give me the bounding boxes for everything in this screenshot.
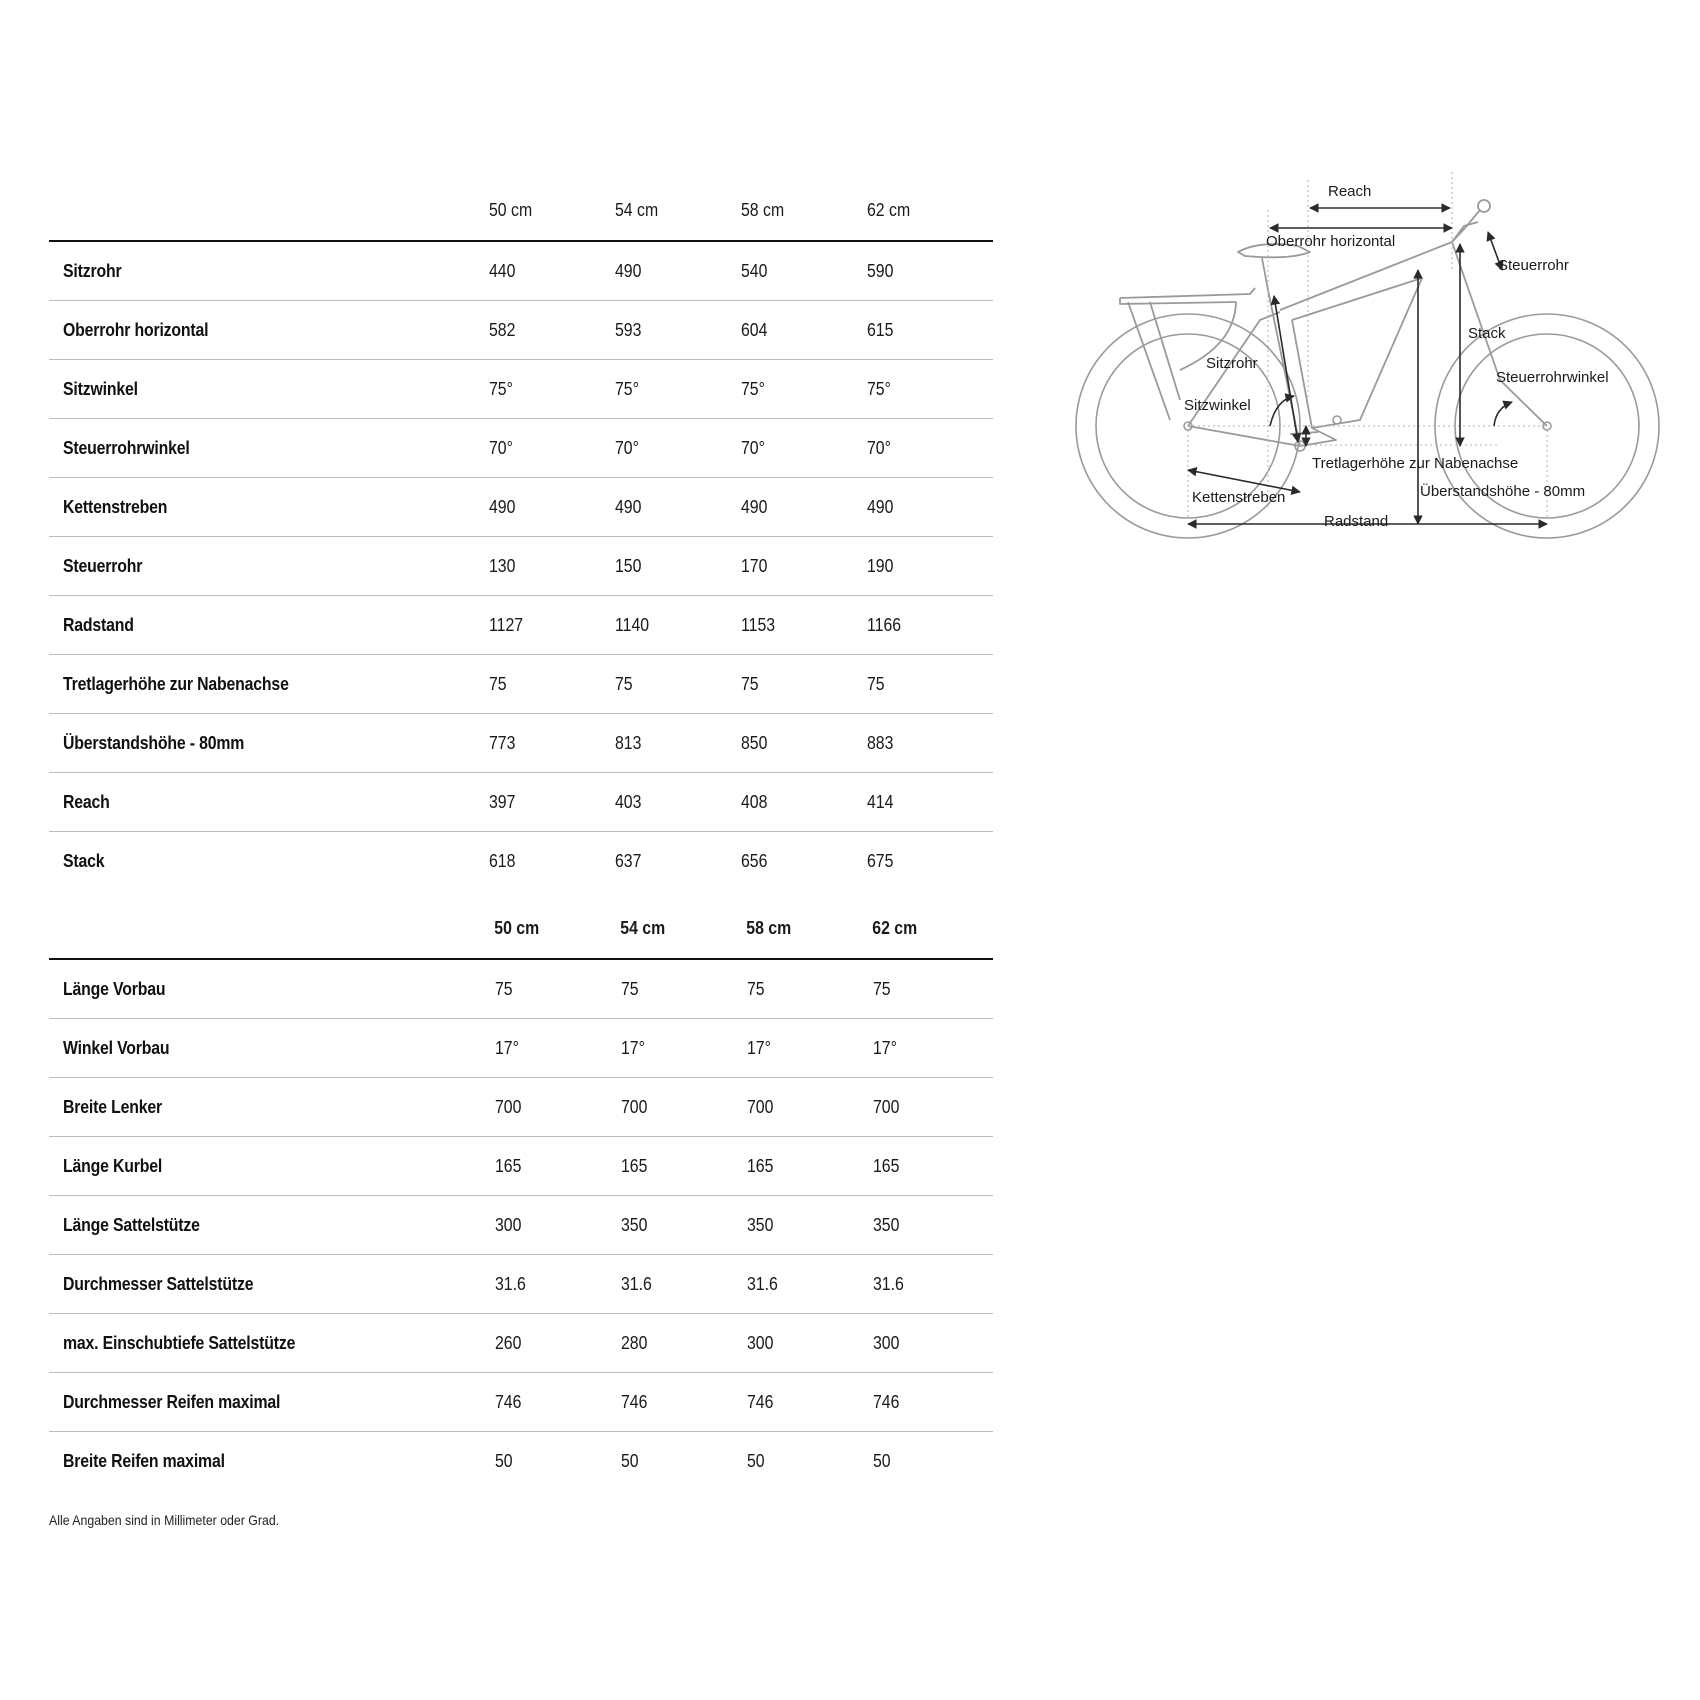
row-label (49, 773, 489, 832)
geometry-table-secondary (49, 898, 993, 1490)
header-size-58: 58 cm (741, 180, 852, 241)
row-label-text: Stack (63, 850, 105, 871)
row-value (741, 714, 867, 773)
row-value (489, 301, 615, 360)
row-value (867, 959, 993, 1019)
row-value (867, 241, 993, 301)
row-value-text: 700 (747, 1096, 774, 1117)
row-value-text: 350 (621, 1214, 648, 1235)
row-value (615, 360, 741, 419)
table-row (49, 1196, 993, 1255)
header-size-50: 50 cm (489, 180, 600, 241)
row-value-text: 414 (867, 791, 894, 812)
row-value (615, 419, 741, 478)
row-value (489, 714, 615, 773)
row-value (867, 1432, 993, 1491)
row-value-text: 773 (489, 732, 516, 753)
row-value-text: 397 (489, 791, 516, 812)
row-value-text: 883 (867, 732, 894, 753)
row-value-text: 350 (747, 1214, 774, 1235)
row-value-text: 31.6 (747, 1273, 778, 1294)
row-label (49, 1255, 489, 1314)
row-value-text: 75 (867, 673, 885, 694)
label-reach: Reach (1328, 183, 1372, 200)
row-value-text: 50 (621, 1450, 639, 1471)
table-row (49, 959, 993, 1019)
row-value-text: 50 (747, 1450, 765, 1471)
row-label (49, 1078, 489, 1137)
row-label (49, 959, 489, 1019)
row-value (489, 773, 615, 832)
row-value-text: 490 (867, 496, 894, 517)
row-label-text: Länge Sattelstütze (63, 1214, 200, 1235)
table-row (49, 1137, 993, 1196)
row-value (741, 478, 867, 537)
row-value-text: 190 (867, 555, 894, 576)
diagram-labels (1184, 183, 1609, 530)
row-label (49, 1432, 489, 1491)
row-value (741, 1196, 867, 1255)
row-value (867, 301, 993, 360)
label-stack: Stack (1468, 325, 1506, 342)
row-value (867, 1255, 993, 1314)
row-value (867, 1373, 993, 1432)
row-value (867, 773, 993, 832)
row-value-text: 75° (489, 378, 513, 399)
table-row (49, 1373, 993, 1432)
row-value (867, 1019, 993, 1078)
row-value-text: 656 (741, 850, 768, 871)
row-value (615, 959, 741, 1019)
table-row (49, 537, 993, 596)
row-value (615, 1137, 741, 1196)
header-label-cell (49, 898, 436, 959)
row-value (615, 832, 741, 891)
row-value-text: 700 (495, 1096, 522, 1117)
header-size-54: 54 cm (615, 180, 726, 241)
row-value-text: 31.6 (873, 1273, 904, 1294)
row-label-text: Überstandshöhe - 80mm (63, 732, 245, 753)
label-steuerrohrwinkel: Steuerrohrwinkel (1496, 369, 1609, 386)
row-value (615, 1019, 741, 1078)
row-label (49, 1196, 489, 1255)
row-value-text: 50 (873, 1450, 891, 1471)
label-oberrohr-horizontal: Oberrohr horizontal (1266, 233, 1396, 250)
row-value (741, 301, 867, 360)
row-value (615, 714, 741, 773)
row-label-text: Steuerrohrwinkel (63, 437, 190, 458)
row-value (489, 655, 615, 714)
header-size-54: 54 cm (615, 898, 726, 959)
row-value-text: 813 (615, 732, 642, 753)
row-label (49, 419, 489, 478)
row-value-text: 850 (741, 732, 768, 753)
row-label (49, 301, 489, 360)
units-footnote-text: Alle Angaben sind in Millimeter oder Grad. (49, 1512, 280, 1528)
row-label-text: Oberrohr horizontal (63, 319, 209, 340)
row-value-text: 490 (489, 496, 516, 517)
row-value (489, 419, 615, 478)
row-label (49, 1019, 489, 1078)
row-value (615, 241, 741, 301)
row-value (867, 832, 993, 891)
row-value (615, 301, 741, 360)
table-row (49, 360, 993, 419)
row-value-text: 490 (615, 260, 642, 281)
label-kettenstreben: Kettenstreben (1192, 489, 1286, 506)
row-value (741, 959, 867, 1019)
row-value-text: 280 (621, 1332, 648, 1353)
table-row (49, 655, 993, 714)
row-label-text: Länge Kurbel (63, 1155, 163, 1176)
row-label-text: Steuerrohr (63, 555, 143, 576)
row-value (615, 1314, 741, 1373)
row-label-text: Durchmesser Sattelstütze (63, 1273, 254, 1294)
row-value-text: 700 (873, 1096, 900, 1117)
row-label (49, 360, 489, 419)
row-value-text: 675 (867, 850, 894, 871)
row-label-text: max. Einschubtiefe Sattelstütze (63, 1332, 296, 1353)
row-value-text: 1140 (615, 614, 650, 635)
row-value-text: 17° (873, 1037, 897, 1058)
row-label-text: Kettenstreben (63, 496, 168, 517)
table-body-primary (49, 241, 993, 890)
units-footnote (49, 1512, 310, 1528)
row-value-text: 260 (495, 1332, 522, 1353)
row-value (867, 478, 993, 537)
row-value (741, 655, 867, 714)
row-value-text: 75 (747, 978, 765, 999)
label-ueberstandshoehe: Überstandshöhe - 80mm (1420, 483, 1586, 500)
row-value (489, 1432, 615, 1491)
row-value (489, 241, 615, 301)
row-value-text: 1166 (867, 614, 902, 635)
table-row (49, 241, 993, 301)
row-value-text: 70° (867, 437, 891, 458)
row-label (49, 655, 489, 714)
header-size-50: 50 cm (489, 898, 600, 959)
label-sitzrohr: Sitzrohr (1206, 355, 1258, 372)
row-value (741, 537, 867, 596)
row-value-text: 75° (867, 378, 891, 399)
row-value-text: 70° (741, 437, 765, 458)
row-value (741, 1019, 867, 1078)
table-row (49, 1019, 993, 1078)
row-value-text: 300 (495, 1214, 522, 1235)
row-value (867, 596, 993, 655)
row-value (615, 537, 741, 596)
row-value (615, 1078, 741, 1137)
row-value-text: 75° (615, 378, 639, 399)
row-value-text: 130 (489, 555, 516, 576)
row-value-text: 746 (495, 1391, 522, 1412)
row-label-text: Breite Lenker (63, 1096, 162, 1117)
row-label-text: Reach (63, 791, 110, 812)
table-row (49, 714, 993, 773)
row-value-text: 746 (873, 1391, 900, 1412)
row-label-text: Tretlagerhöhe zur Nabenachse (63, 673, 289, 694)
table-header-row (49, 180, 993, 241)
row-value (489, 1137, 615, 1196)
row-label-text: Radstand (63, 614, 134, 635)
header-size-58: 58 cm (741, 898, 852, 959)
row-value (867, 714, 993, 773)
row-value (741, 1137, 867, 1196)
row-value (741, 360, 867, 419)
table-row (49, 301, 993, 360)
row-value (741, 419, 867, 478)
header-size-62: 62 cm (867, 180, 978, 241)
row-value-text: 75 (621, 978, 639, 999)
bottom-bracket-icon (1184, 416, 1551, 451)
row-value-text: 300 (747, 1332, 774, 1353)
table-row (49, 1314, 993, 1373)
row-value-text: 637 (615, 850, 642, 871)
row-value (741, 832, 867, 891)
header-size-62: 62 cm (867, 898, 978, 959)
row-value (741, 1432, 867, 1491)
label-radstand: Radstand (1324, 513, 1389, 530)
row-label (49, 537, 489, 596)
label-tretlagerhoehe: Tretlagerhöhe zur Nabenachse (1312, 455, 1519, 472)
bike-geometry-diagram (1060, 170, 1680, 570)
row-value (867, 1196, 993, 1255)
row-value-text: 700 (621, 1096, 648, 1117)
row-value (615, 1432, 741, 1491)
row-value-text: 615 (867, 319, 894, 340)
row-value (867, 655, 993, 714)
table-row (49, 596, 993, 655)
table-row (49, 1432, 993, 1491)
row-value-text: 1153 (741, 614, 776, 635)
row-value (615, 773, 741, 832)
row-value-text: 150 (615, 555, 642, 576)
row-value-text: 17° (495, 1037, 519, 1058)
table-row (49, 773, 993, 832)
row-value (489, 959, 615, 1019)
row-value (741, 1314, 867, 1373)
row-value (741, 596, 867, 655)
row-label-text: Sitzrohr (63, 260, 122, 281)
row-value (867, 537, 993, 596)
row-value (867, 1137, 993, 1196)
header-label-cell (49, 180, 436, 241)
row-value-text: 582 (489, 319, 516, 340)
row-value (489, 1373, 615, 1432)
row-value (489, 360, 615, 419)
row-value-text: 593 (615, 319, 642, 340)
row-label-text: Länge Vorbau (63, 978, 166, 999)
label-sitzwinkel: Sitzwinkel (1184, 397, 1251, 414)
row-value-text: 403 (615, 791, 642, 812)
row-value (741, 1255, 867, 1314)
row-value-text: 50 (495, 1450, 513, 1471)
row-label (49, 832, 489, 891)
row-value-text: 746 (621, 1391, 648, 1412)
row-label-text: Durchmesser Reifen maximal (63, 1391, 281, 1412)
row-value (867, 1078, 993, 1137)
table-row (49, 419, 993, 478)
geometry-table-primary (49, 180, 993, 890)
row-value-text: 75 (495, 978, 513, 999)
row-value (615, 1255, 741, 1314)
row-value-text: 440 (489, 260, 516, 281)
row-value-text: 31.6 (621, 1273, 652, 1294)
row-value (489, 478, 615, 537)
row-value (867, 419, 993, 478)
row-value-text: 165 (873, 1155, 900, 1176)
row-label (49, 241, 489, 301)
row-value (489, 537, 615, 596)
row-label (49, 478, 489, 537)
row-value (741, 773, 867, 832)
row-value-text: 540 (741, 260, 768, 281)
row-value-text: 590 (867, 260, 894, 281)
row-value-text: 746 (747, 1391, 774, 1412)
row-value-text: 70° (489, 437, 513, 458)
row-value (615, 1196, 741, 1255)
row-label (49, 714, 489, 773)
row-value-text: 618 (489, 850, 516, 871)
row-value-text: 350 (873, 1214, 900, 1235)
row-value (615, 596, 741, 655)
row-value-text: 75 (741, 673, 759, 694)
row-value (741, 1078, 867, 1137)
row-value (489, 1019, 615, 1078)
row-value-text: 31.6 (495, 1273, 526, 1294)
row-value (867, 360, 993, 419)
row-value-text: 17° (747, 1037, 771, 1058)
row-label (49, 596, 489, 655)
row-value-text: 490 (741, 496, 768, 517)
row-label-text: Winkel Vorbau (63, 1037, 170, 1058)
table-header-row (49, 898, 993, 959)
row-value (741, 1373, 867, 1432)
row-value-text: 75° (741, 378, 765, 399)
row-value-text: 75 (873, 978, 891, 999)
row-value (489, 832, 615, 891)
row-value-text: 75 (489, 673, 507, 694)
row-value-text: 75 (615, 673, 633, 694)
row-label-text: Sitzwinkel (63, 378, 138, 399)
label-steuerrohr: Steuerrohr (1498, 257, 1569, 274)
row-value (615, 1373, 741, 1432)
row-value (615, 655, 741, 714)
row-value-text: 300 (873, 1332, 900, 1353)
row-value (489, 1196, 615, 1255)
row-value (489, 1314, 615, 1373)
row-value-text: 165 (495, 1155, 522, 1176)
table-row (49, 832, 993, 891)
table-row (49, 1078, 993, 1137)
row-value (489, 596, 615, 655)
row-value (489, 1078, 615, 1137)
row-value-text: 165 (621, 1155, 648, 1176)
row-value-text: 70° (615, 437, 639, 458)
table-body-secondary (49, 959, 993, 1490)
row-value (489, 1255, 615, 1314)
row-label (49, 1314, 489, 1373)
row-label-text: Breite Reifen maximal (63, 1450, 225, 1471)
row-value-text: 1127 (489, 614, 524, 635)
table-row (49, 1255, 993, 1314)
table-row (49, 478, 993, 537)
row-value-text: 408 (741, 791, 768, 812)
row-label (49, 1373, 489, 1432)
row-value-text: 170 (741, 555, 768, 576)
row-value-text: 604 (741, 319, 768, 340)
row-value (615, 478, 741, 537)
row-value-text: 490 (615, 496, 642, 517)
row-value (867, 1314, 993, 1373)
row-value-text: 17° (621, 1037, 645, 1058)
row-value (741, 241, 867, 301)
row-label (49, 1137, 489, 1196)
row-value-text: 165 (747, 1155, 774, 1176)
